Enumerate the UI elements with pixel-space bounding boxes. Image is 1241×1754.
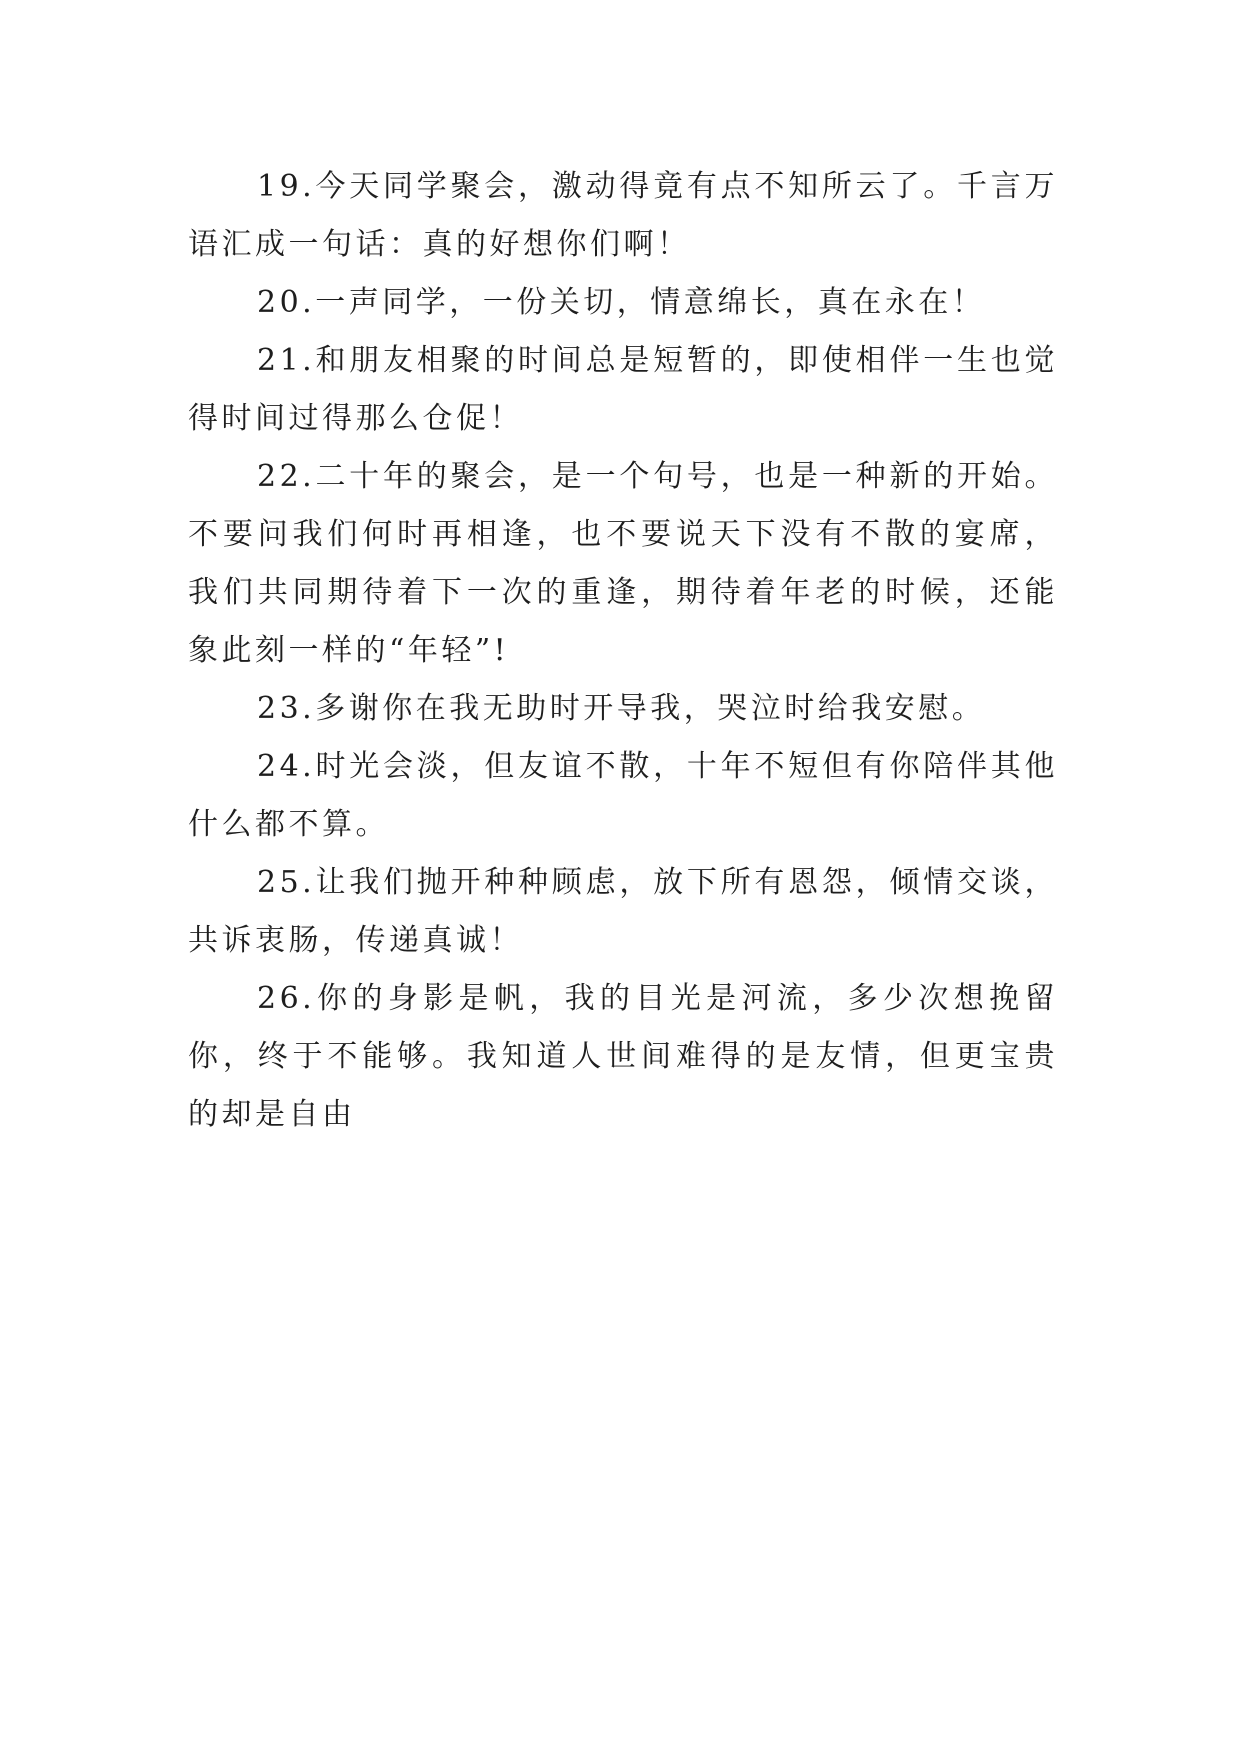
paragraph-25: 25.让我们抛开种种顾虑，放下所有恩怨，倾情交谈，共诉衷肠，传递真诚！ [188, 865, 1058, 958]
paragraph-22: 22.二十年的聚会，是一个句号，也是一种新的开始。不要问我们何时再相逢，也不要说天下没有不散的宴席，我们共同期待着下一次的重逢，期待着年老的时候，还能象此刻一样的“年轻”! [188, 459, 1058, 668]
paragraph-26: 26.你的身影是帆，我的目光是河流，多少次想挽留你，终于不能够。我知道人世间难得的是友情，但更宝贵的却是自由 [188, 981, 1058, 1132]
paragraph-19: 19.今天同学聚会，激动得竟有点不知所云了。千言万语汇成一句话：真的好想你们啊！ [188, 169, 1058, 262]
paragraph-24: 24.时光会淡，但友谊不散，十年不短但有你陪伴其他什么都不算。 [188, 749, 1058, 842]
document-body [188, 158, 1058, 1144]
paragraph-23: 23.多谢你在我无助时开导我，哭泣时给我安慰。 [257, 691, 986, 726]
paragraph-20: 20.一声同学，一份关切，情意绵长，真在永在！ [257, 285, 986, 320]
paragraph-21: 21.和朋友相聚的时间总是短暂的，即使相伴一生也觉得时间过得那么仓促！ [188, 343, 1058, 436]
